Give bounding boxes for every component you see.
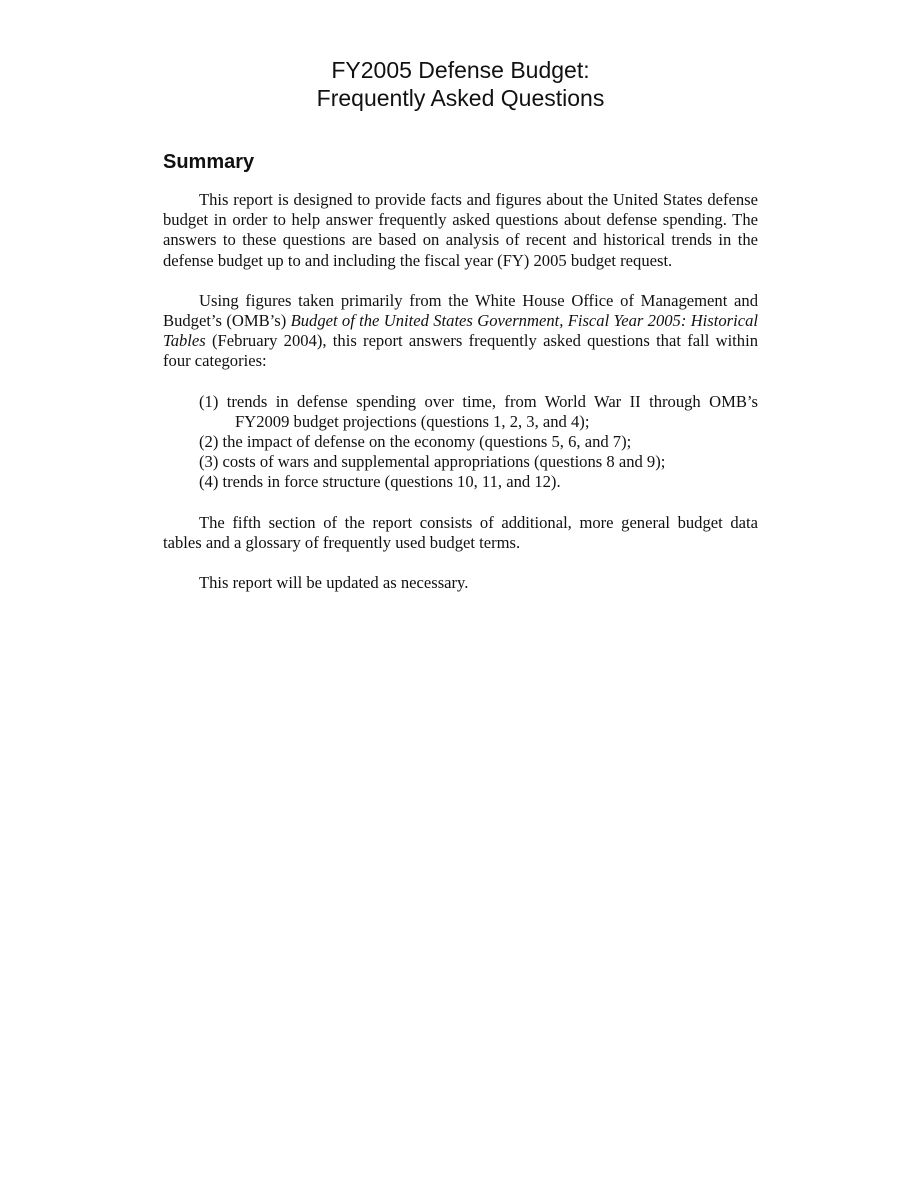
title-line-1: FY2005 Defense Budget: bbox=[331, 57, 590, 83]
document-page bbox=[163, 56, 758, 593]
summary-paragraph-1: This report is designed to provide facts and figures about the United States defense budget in order to help answer frequently asked questions about defense spending. The answers to these questions are based on analysis of recent and historical trends in the defense budget up to and including the fiscal year (FY) 2005 budget request. bbox=[163, 190, 758, 270]
list-item: (3) costs of wars and supplemental appropriations (questions 8 and 9); bbox=[199, 452, 666, 472]
paragraph-2-tail: (February 2004), this report answers frequently asked questions that fall within four categories: bbox=[163, 331, 758, 371]
document-title bbox=[163, 56, 758, 112]
title-line-2: Frequently Asked Questions bbox=[316, 85, 605, 111]
list-item: (4) trends in force structure (questions 10, 11, and 12). bbox=[199, 472, 561, 492]
summary-paragraph-4: This report will be updated as necessary. bbox=[199, 573, 469, 593]
summary-paragraph-2 bbox=[163, 291, 758, 372]
report-citation-title: Budget of the United States Government, Fiscal Year 2005: Historical Tables bbox=[163, 311, 758, 351]
paragraph-2-lead: Using figures taken primarily from the White House Office of Management and Budget’s (OMB’s) bbox=[163, 290, 758, 331]
category-list bbox=[163, 392, 758, 493]
summary-heading: Summary bbox=[163, 151, 255, 173]
list-item: (1) trends in defense spending over time, from World War II through OMB’s FY2009 budget projections (questions 1, 2, 3, and 4); bbox=[199, 391, 758, 431]
list-item: (2) the impact of defense on the economy (questions 5, 6, and 7); bbox=[199, 432, 632, 452]
summary-paragraph-3: The fifth section of the report consists of additional, more general budget data tables and a glossary of frequently used budget terms. bbox=[163, 512, 758, 552]
